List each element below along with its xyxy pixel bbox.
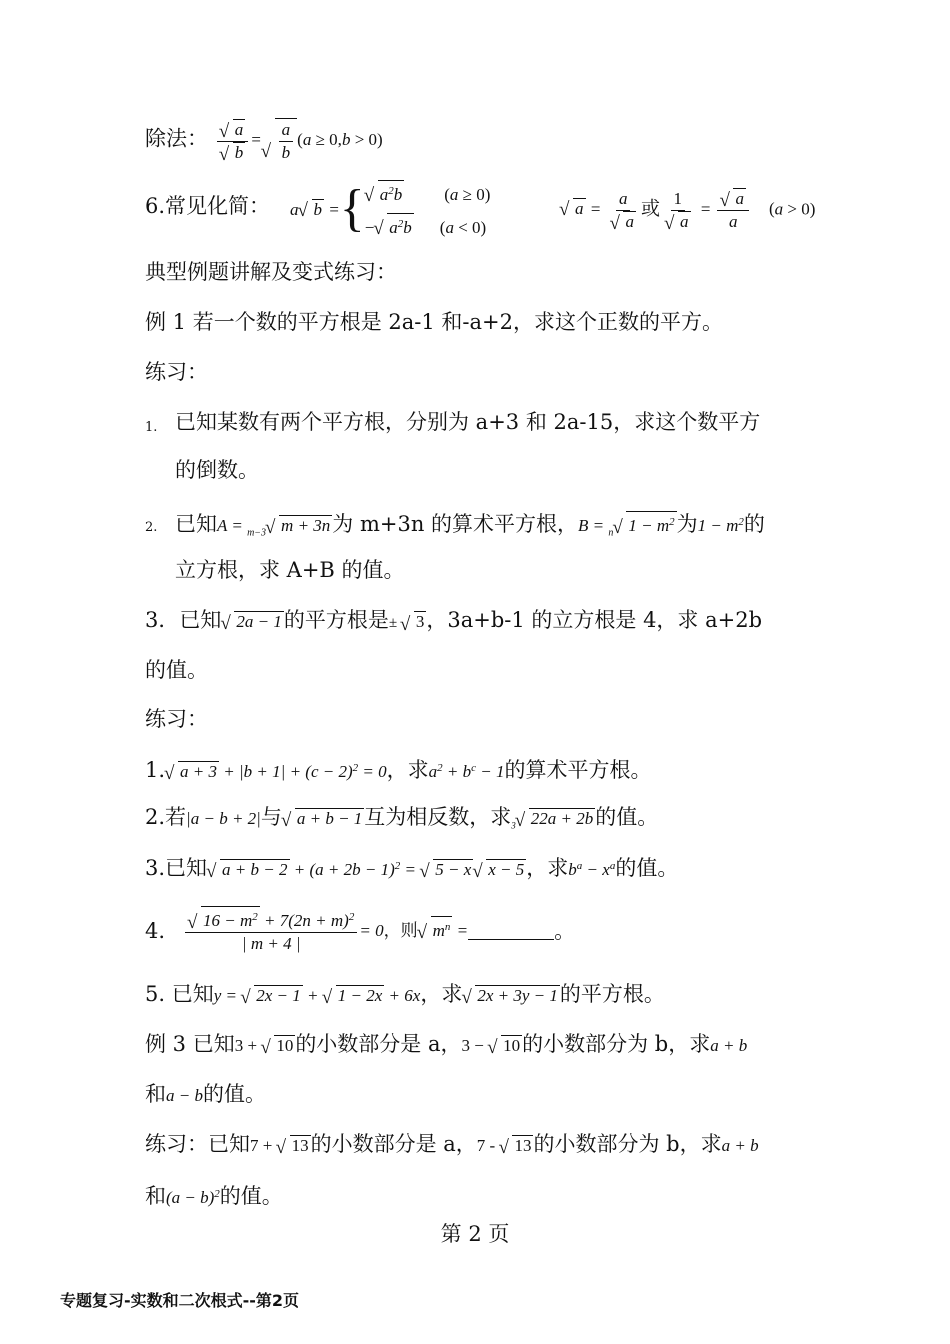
section-title: 典型例题讲解及变式练习：	[145, 260, 397, 284]
division-label: 除法：	[145, 126, 208, 151]
simplify-rule	[145, 192, 270, 220]
q3: 3.已知√ $a + b - 2 + (a + 2b - 1)^2$ = √ 5 − x√ x − 5，求$b^a - x^a$的值。	[145, 852, 678, 884]
formula-1-m2: $1 - m^2$	[697, 516, 744, 535]
page-number: 第 2 页	[440, 1222, 510, 1246]
q1: 1.√ $a + 3 + |b + 1| + (c - 2)^2 = 0$，求$a^2 + b^c - 1$的算术平方根。	[145, 754, 651, 786]
pr-line-1: 练习：已知7 + √ 13的小数部分是 a，7 - √ 13的小数部分为 b，求a + b	[145, 1130, 759, 1160]
p1-line-1: 已知某数有两个平方根，分别为 a+3 和 2a-15，求这个数平方	[175, 410, 761, 434]
p2-number: 2.	[145, 520, 158, 535]
simplify-piecewise: a√ b = { √ $a^2b$ (a ≥ 0) −√ $a^2b$ (a < 0)	[290, 180, 490, 238]
p2-line-1: 已知A = $_{m-3}$√ m + 3n为 m+3n 的算术平方根，B = $_n$√ $1 - m^2$为$1 - m^2$的	[175, 508, 765, 547]
q4: 4. √ $\frac{16 - m^2 + 7(2n + m)^2}{| m + 4 |}$ = 0 ，则 √ $m^n$ = 。	[145, 906, 575, 955]
simplify-label: 6.常见化简：	[145, 194, 271, 218]
q2: 2.若|a − b + 2|与√ a + b − 1互为相反数，求$_3$√ 22a + 2b的值。	[145, 803, 658, 839]
ex3b-line-1: 例 3 已知3 + √ 10的小数部分是 a，3 − √ 10的小数部分为 b，求a + b	[145, 1030, 747, 1060]
formula-B: B = $_n$√ $1 - m^2$	[578, 516, 677, 535]
p2-line-2: 立方根，求 A+B 的值。	[175, 558, 405, 582]
p1-line-2: 的倒数。	[175, 458, 259, 482]
practice-label-1: 练习：	[145, 360, 208, 384]
q4-answer-blank[interactable]	[468, 921, 554, 940]
example-1: 例 1 若一个数的平方根是 2a-1 和-a+2，求这个正数的平方。	[145, 310, 723, 334]
document-footer: 专题复习-实数和二次根式--第2页	[60, 1291, 300, 1310]
ex3-line-2: 的值。	[145, 658, 208, 682]
ex3b-line-2: 和a − b的值。	[145, 1082, 266, 1106]
p1-number: 1.	[145, 420, 158, 435]
practice-label-2: 练习：	[145, 707, 208, 731]
or-text: 或	[640, 197, 660, 220]
division-rule	[145, 118, 383, 164]
formula-A: A = $_{m-3}$√ m + 3n	[217, 516, 332, 535]
simplify-identity: √ a = a √ a 或 1 √ a = √ $\frac{a}{a}$ (a > 0)	[560, 188, 815, 233]
q5: 5. 已知y = √ 2x − 1 + √ 1 − 2x + 6x，求√ 2x + 3y − 1的平方根。	[145, 980, 665, 1010]
ex3-line-1: 3．已知√ 2a − 1的平方根是± √ 3，3a+b-1 的立方根是 4，求 a+2b	[145, 606, 762, 637]
division-formula: √ a √ b = √ $\frac{a}{b}$ (a ≥ 0,b > 0)	[215, 130, 383, 149]
pr-line-2: 和$(a - b)^2$的值。	[145, 1184, 283, 1208]
